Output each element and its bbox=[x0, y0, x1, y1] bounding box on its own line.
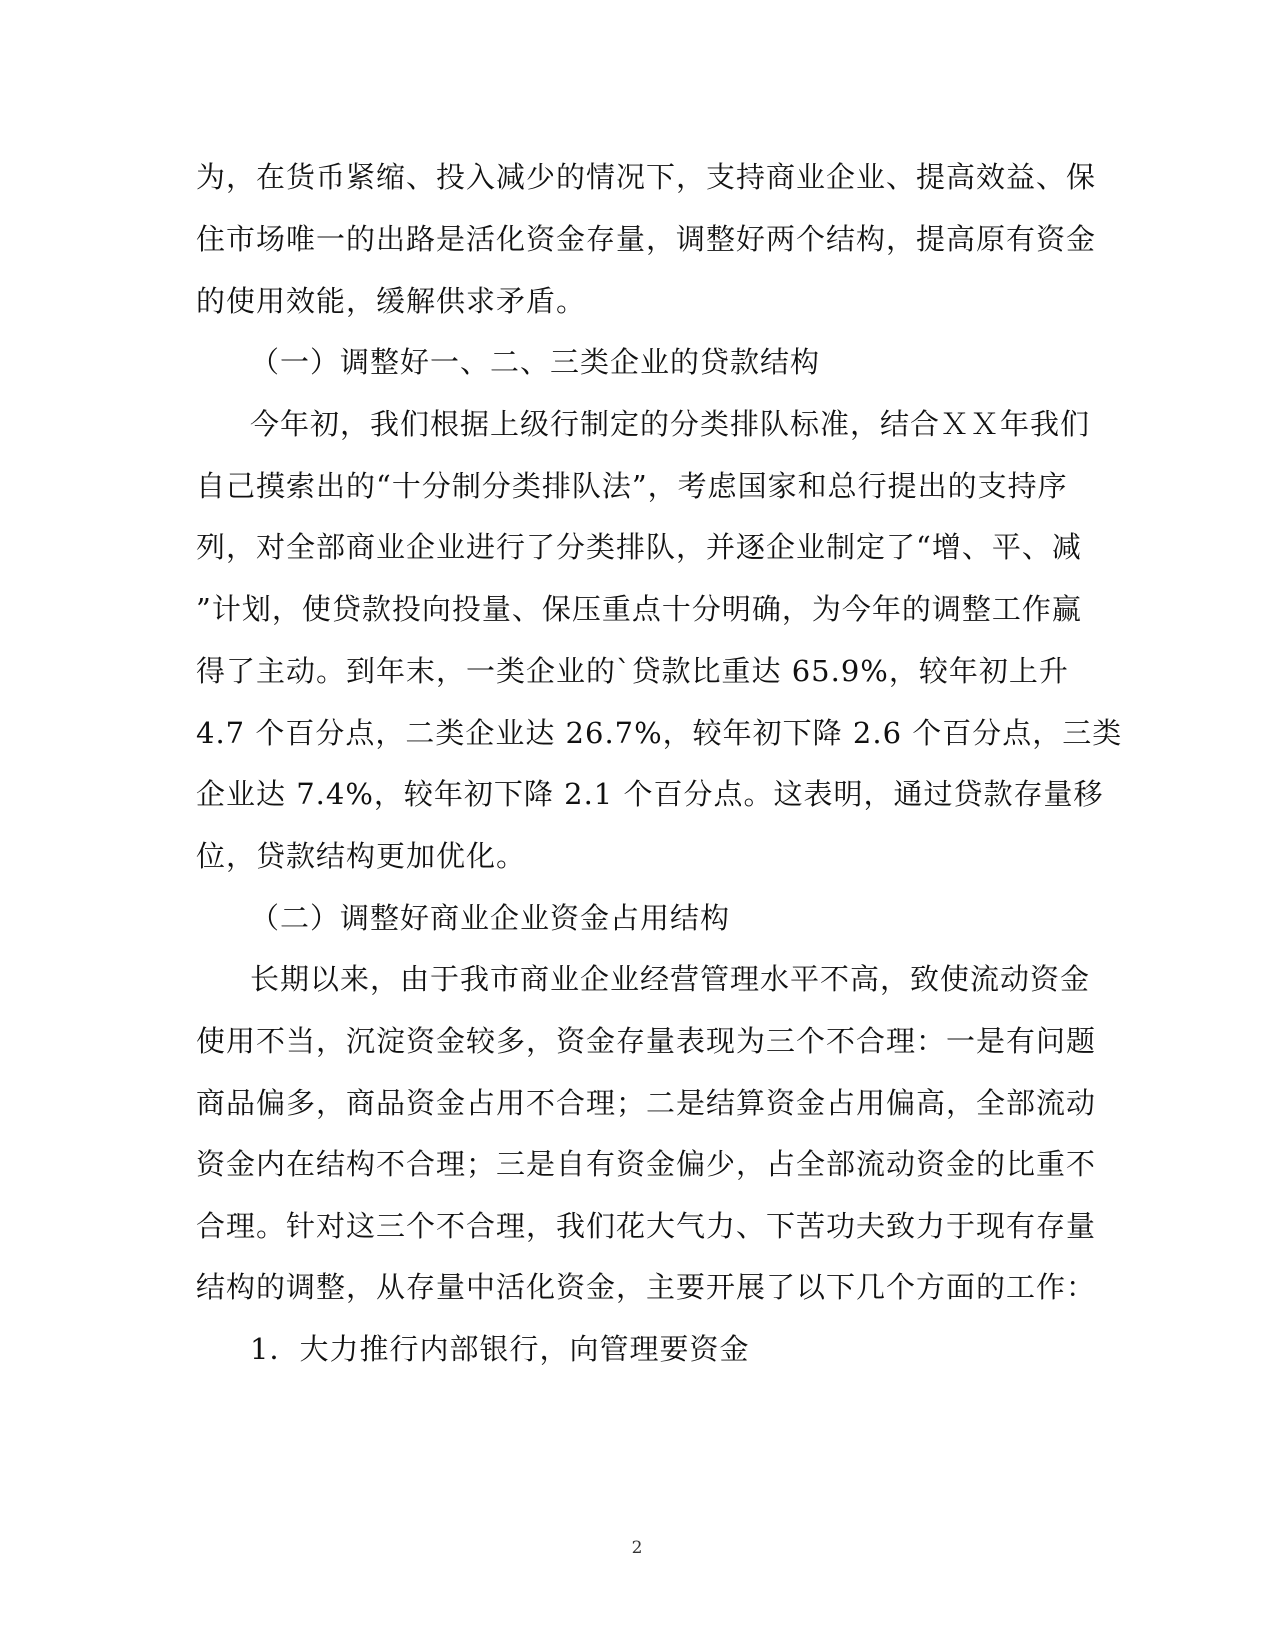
paragraph-line: 住市场唯一的出路是活化资金存量，调整好两个结构，提高原有资金 bbox=[196, 222, 1097, 256]
paragraph-line: 得了主动。到年末，一类企业的`贷款比重达 65.9%，较年初上升 bbox=[196, 654, 1069, 688]
paragraph-line: 合理。针对这三个不合理，我们花大气力、下苦功夫致力于现有存量 bbox=[196, 1209, 1097, 1243]
paragraph-line: 结构的调整，从存量中活化资金，主要开展了以下几个方面的工作： bbox=[196, 1270, 1097, 1304]
paragraph-line: 位，贷款结构更加优化。 bbox=[196, 839, 527, 873]
paragraph-line: 自己摸索出的“十分制分类排队法”，考虑国家和总行提出的支持序 bbox=[196, 469, 1068, 503]
section-heading: （二）调整好商业企业资金占用结构 bbox=[250, 901, 731, 935]
page-number: 2 bbox=[631, 1538, 643, 1558]
paragraph-line: 使用不当，沉淀资金较多，资金存量表现为三个不合理：一是有问题 bbox=[196, 1024, 1097, 1058]
paragraph-line: 长期以来，由于我市商业企业经营管理水平不高，致使流动资金 bbox=[250, 962, 1091, 996]
paragraph-line: 列，对全部商业企业进行了分类排队，并逐企业制定了“增、平、减 bbox=[196, 530, 1082, 564]
paragraph-line: 商品偏多，商品资金占用不合理；二是结算资金占用偏高，全部流动 bbox=[196, 1086, 1097, 1120]
paragraph-line: 今年初，我们根据上级行制定的分类排队标准，结合ＸＸ年我们 bbox=[250, 407, 1091, 441]
paragraph-line: 资金内在结构不合理；三是自有资金偏少，占全部流动资金的比重不 bbox=[196, 1147, 1097, 1181]
paragraph-line: ”计划，使贷款投向投量、保压重点十分明确，为今年的调整工作赢 bbox=[196, 592, 1082, 626]
paragraph-line: 的使用效能，缓解供求矛盾。 bbox=[196, 284, 587, 318]
subsection-heading: 1．大力推行内部银行，向管理要资金 bbox=[250, 1332, 750, 1366]
paragraph-line: 4.7 个百分点，二类企业达 26.7%，较年初下降 2.6 个百分点，三类 bbox=[196, 716, 1123, 750]
paragraph-line: 企业达 7.4%，较年初下降 2.1 个百分点。这表明，通过贷款存量移 bbox=[196, 777, 1104, 811]
section-heading: （一）调整好一、二、三类企业的贷款结构 bbox=[250, 345, 821, 379]
paragraph-line: 为，在货币紧缩、投入减少的情况下，支持商业企业、提高效益、保 bbox=[196, 160, 1097, 194]
